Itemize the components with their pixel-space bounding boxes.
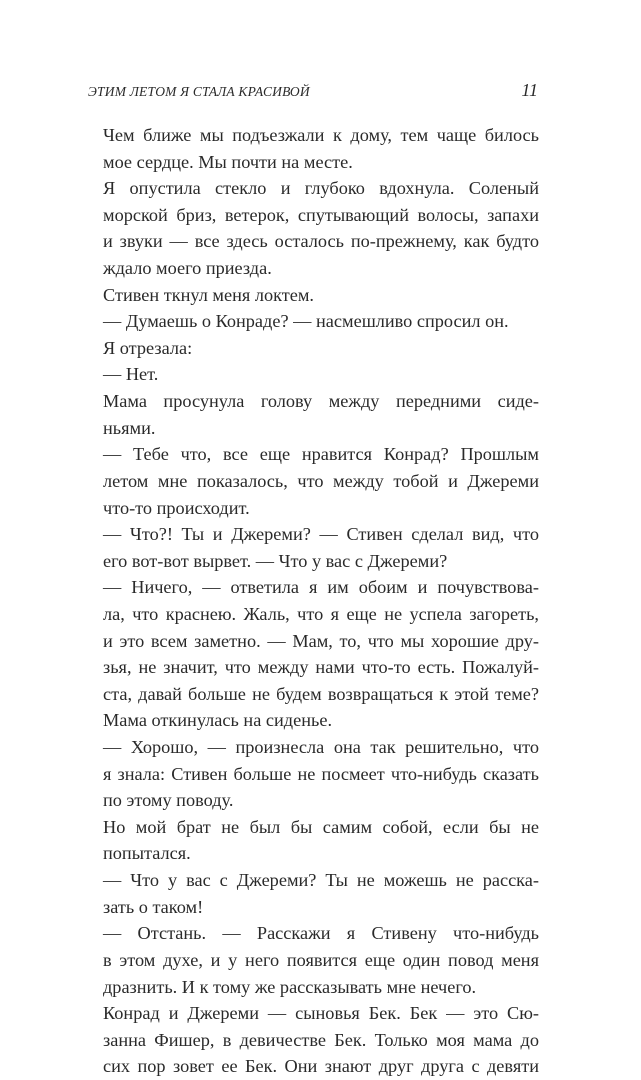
text-line: — Тебе что, все еще нравится Конрад? Прошлым — [103, 444, 539, 465]
text-line: по этому поводу. — [103, 790, 234, 811]
text-line: ла, что краснею. Жаль, что я еще не успела загореть, — [103, 603, 539, 624]
text-line: Я опустила стекло и глубоко вдохнула. Соленый — [103, 178, 539, 199]
text-line: Чем ближе мы подъезжали к дому, тем чаще билось — [103, 125, 539, 145]
text-line: зья, не значит, что между нами что-то есть. Пожалуй- — [103, 657, 539, 678]
text-line: ждало моего приезда. — [103, 258, 272, 279]
text-line: — Отстань. — Расскажи я Стивену что-нибудь — [103, 923, 539, 944]
text-line: в этом духе, и у него появится еще один повод меня — [103, 949, 539, 970]
text-line: ста, давай больше не будем возвращаться к этой теме? — [103, 683, 539, 704]
text-line: занна Фишер, в девичестве Бек. Только моя мама до — [103, 1029, 539, 1050]
text-line: — Что у вас с Джереми? Ты не можешь не расска- — [103, 870, 539, 891]
text-line: — Нет. — [103, 364, 159, 385]
text-line: Стивен ткнул меня локтем. — [103, 284, 314, 305]
text-line: и звуки — все здесь осталось по-прежнему, как будто — [103, 231, 539, 252]
text-line: Мама откинулась на сиденье. — [103, 710, 333, 731]
page-number: 11 — [521, 80, 538, 100]
body-text — [103, 122, 539, 1080]
running-title: ЭТИМ ЛЕТОМ Я СТАЛА КРАСИВОЙ — [88, 84, 310, 99]
text-line: что-то происходит. — [103, 497, 250, 518]
text-line: ньями. — [103, 417, 156, 438]
text-line: Конрад и Джереми — сыновья Бек. Бек — это Сю- — [103, 1003, 539, 1024]
text-line: Я отрезала: — [103, 337, 193, 358]
text-line: летом мне показалось, что между тобой и Джереми — [103, 470, 539, 491]
text-line: дразнить. И к тому же рассказывать мне нечего. — [103, 976, 477, 997]
text-line: и это всем заметно. — Мам, то, что мы хорошие дру- — [103, 630, 539, 651]
text-line: — Думаешь о Конраде? — насмешливо спросил он. — [103, 311, 509, 332]
text-line: Мама просунула голову между передними сиде- — [103, 391, 539, 412]
text-line: Но мой брат не был бы самим собой, если бы не — [103, 816, 539, 837]
text-line: морской бриз, ветерок, спутывающий волосы, запахи — [103, 204, 539, 225]
text-line: — Ничего, — ответила я им обоим и почувствова- — [103, 577, 539, 598]
text-line: — Что?! Ты и Джереми? — Стивен сделал вид, что — [103, 524, 539, 545]
text-line: зать о таком! — [103, 896, 204, 917]
text-line: его вот-вот вырвет. — Что у вас с Джереми? — [103, 550, 448, 571]
text-line: сих пор зовет ее Бек. Они знают друг друга с девяти — [103, 1056, 539, 1077]
text-line: я знала: Стивен больше не посмеет что-нибудь сказать — [103, 763, 539, 784]
text-line: — Хорошо, — произнесла она так решительно, что — [103, 737, 539, 758]
text-line: попытался. — [103, 843, 191, 864]
text-line: мое сердце. Мы почти на месте. — [103, 151, 353, 172]
